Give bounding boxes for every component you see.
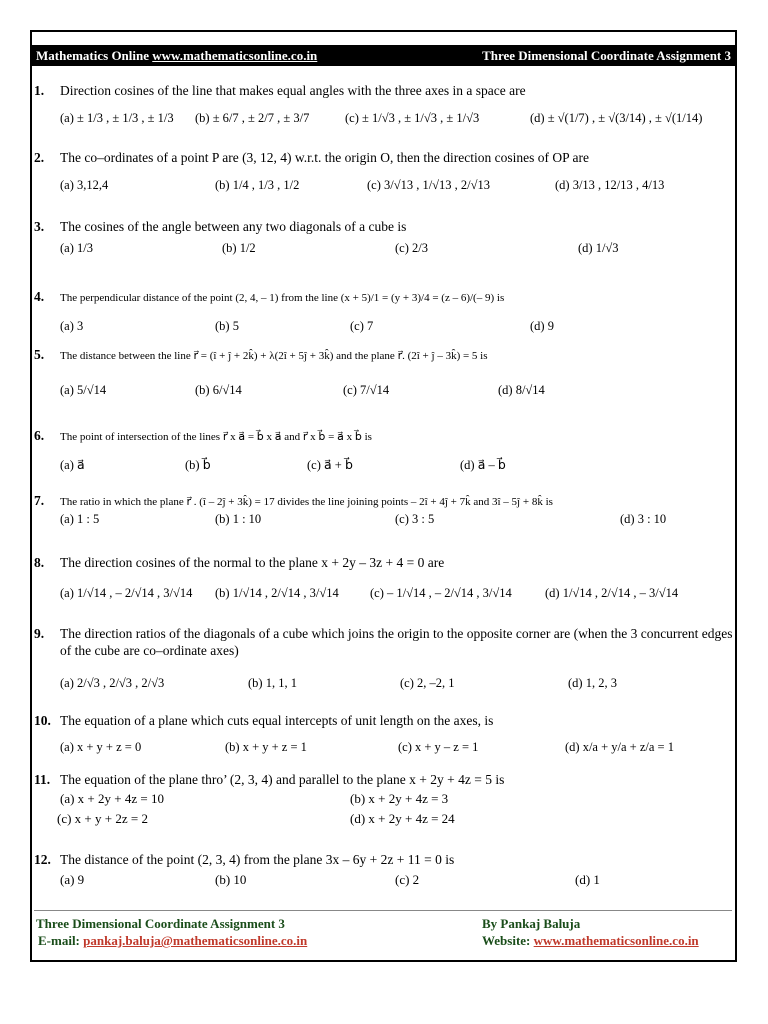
question-11: 11. The equation of the plane thro’ (2, 3, 4) and parallel to the plane x + 2y + 4z = 5 is [34, 772, 505, 787]
q2-option-a: (a) 3,12,4 [60, 178, 109, 192]
q12-option-a: (a) 9 [60, 872, 85, 887]
header-link[interactable]: www.mathematicsonline.co.in [152, 47, 318, 63]
q7-option-b: (b) 1 : 10 [215, 512, 262, 526]
q6-option-b: (b) b⃗ [185, 458, 211, 472]
q3-option-a: (a) 1/3 [60, 241, 93, 255]
q4-option-c: (c) 7 [350, 319, 374, 333]
question-12: 12. The distance of the point (2, 3, 4) from the plane 3x – 6y + 2z + 11 = 0 is [34, 852, 455, 867]
q8-option-d: (d) 1/√14 , 2/√14 , – 3/√14 [545, 586, 679, 600]
q1-option-a: (a) ± 1/3 , ± 1/3 , ± 1/3 [60, 111, 174, 125]
footer-title: Three Dimensional Coordinate Assignment 3 [36, 916, 285, 931]
header-title: Three Dimensional Coordinate Assignment 3 [482, 47, 731, 63]
website-link[interactable]: www.mathematicsonline.co.in [533, 933, 699, 948]
q2-option-b: (b) 1/4 , 1/3 , 1/2 [215, 178, 300, 192]
email-link[interactable]: pankaj.baluja@mathematicsonline.co.in [83, 933, 308, 948]
page-header [30, 45, 737, 66]
question-9: 9. The direction ratios of the diagonals of a cube which joins the origin to the opposite corner are (when the 3 concurrent edges of the cube are co–ordinate axes) [34, 626, 733, 658]
q12-option-c: (c) 2 [395, 872, 420, 887]
q1-option-c: (c) ± 1/√3 , ± 1/√3 , ± 1/√3 [345, 111, 480, 125]
q1-option-d: (d) ± √(1/7) , ± √(3/14) , ± √(1/14) [530, 111, 703, 125]
question-4: 4. The perpendicular distance of the point (2, 4, – 1) from the line (x + 5)/1 = (y + 3)/4 = (z – 6)/(– 9) is [34, 289, 505, 304]
footer-website: Website: www.mathematicsonline.co.in [482, 933, 699, 948]
q10-option-b: (b) x + y + z = 1 [225, 740, 307, 754]
q9-option-b: (b) 1, 1, 1 [248, 676, 297, 690]
question-7: 7. The ratio in which the plane r⃗ . (î – 2ĵ + 3k̂) = 17 divides the line joining points – 2î + 4ĵ + 7k̂ and 3î – 5ĵ + 8k̂ is [34, 493, 553, 508]
q5-option-b: (b) 6/√14 [195, 383, 242, 397]
q9-option-d: (d) 1, 2, 3 [568, 676, 617, 690]
q3-option-d: (d) 1/√3 [578, 241, 619, 255]
footer-divider [34, 910, 732, 911]
question-5: 5. The distance between the line r⃗ = (î + ĵ + 2k̂) + λ(2î + 5ĵ + 3k̂) and the plane r⃗. (2î + ĵ – 3k̂) = 5 is [34, 347, 488, 362]
q8-option-c: (c) – 1/√14 , – 2/√14 , 3/√14 [370, 586, 512, 600]
q11-option-a: (a) x + 2y + 4z = 10 [60, 791, 164, 806]
q5-option-c: (c) 7/√14 [343, 383, 390, 397]
q1-option-b: (b) ± 6/7 , ± 2/7 , ± 3/7 [195, 111, 310, 125]
q10-option-d: (d) x/a + y/a + z/a = 1 [565, 740, 674, 754]
q2-option-d: (d) 3/13 , 12/13 , 4/13 [555, 178, 665, 192]
question-2: 2. The co–ordinates of a point P are (3, 12, 4) w.r.t. the origin O, then the direction cosines of OP are [34, 150, 589, 165]
q7-option-d: (d) 3 : 10 [620, 512, 667, 526]
q6-option-d: (d) a⃗ – b⃗ [460, 458, 506, 472]
q4-option-a: (a) 3 [60, 319, 84, 333]
question-6: 6. The point of intersection of the lines r⃗ x a⃗ = b⃗ x a⃗ and r⃗ x b⃗ = a⃗ x b⃗ is [34, 428, 372, 443]
q6-option-a: (a) a⃗ [60, 458, 85, 472]
q9-option-c: (c) 2, –2, 1 [400, 676, 455, 690]
q11-option-d: (d) x + 2y + 4z = 24 [350, 811, 455, 826]
question-10: 10. The equation of a plane which cuts equal intercepts of unit length on the axes, is [34, 713, 494, 728]
q4-option-b: (b) 5 [215, 319, 239, 333]
q9-option-a: (a) 2/√3 , 2/√3 , 2/√3 [60, 676, 165, 690]
header-left: Mathematics Online www.mathematicsonline.co.in [36, 47, 318, 63]
q7-option-c: (c) 3 : 5 [395, 512, 435, 526]
q8-option-b: (b) 1/√14 , 2/√14 , 3/√14 [215, 586, 339, 600]
q10-option-a: (a) x + y + z = 0 [60, 740, 142, 754]
question-1: 1. Direction cosines of the line that makes equal angles with the three axes in a space are [34, 83, 526, 98]
q8-option-a: (a) 1/√14 , – 2/√14 , 3/√14 [60, 586, 193, 600]
q11-option-b: (b) x + 2y + 4z = 3 [350, 791, 449, 806]
q7-option-a: (a) 1 : 5 [60, 512, 100, 526]
q4-option-d: (d) 9 [530, 319, 554, 333]
question-8: 8. The direction cosines of the normal to the plane x + 2y – 3z + 4 = 0 are [34, 555, 445, 570]
q5-option-a: (a) 5/√14 [60, 383, 107, 397]
footer-author: By Pankaj Baluja [482, 916, 581, 931]
q5-option-d: (d) 8/√14 [498, 383, 545, 397]
q6-option-c: (c) a⃗ + b⃗ [307, 458, 353, 472]
q12-option-b: (b) 10 [215, 872, 247, 887]
question-3: 3. The cosines of the angle between any two diagonals of a cube is [34, 219, 407, 234]
q3-option-c: (c) 2/3 [395, 241, 428, 255]
q2-option-c: (c) 3/√13 , 1/√13 , 2/√13 [367, 178, 490, 192]
footer-email: E-mail: pankaj.baluja@mathematicsonline.co.in [38, 933, 308, 948]
q11-option-c: (c) x + y + 2z = 2 [57, 811, 148, 826]
q3-option-b: (b) 1/2 [222, 241, 256, 255]
q10-option-c: (c) x + y – z = 1 [398, 740, 479, 754]
q12-option-d: (d) 1 [575, 872, 600, 887]
